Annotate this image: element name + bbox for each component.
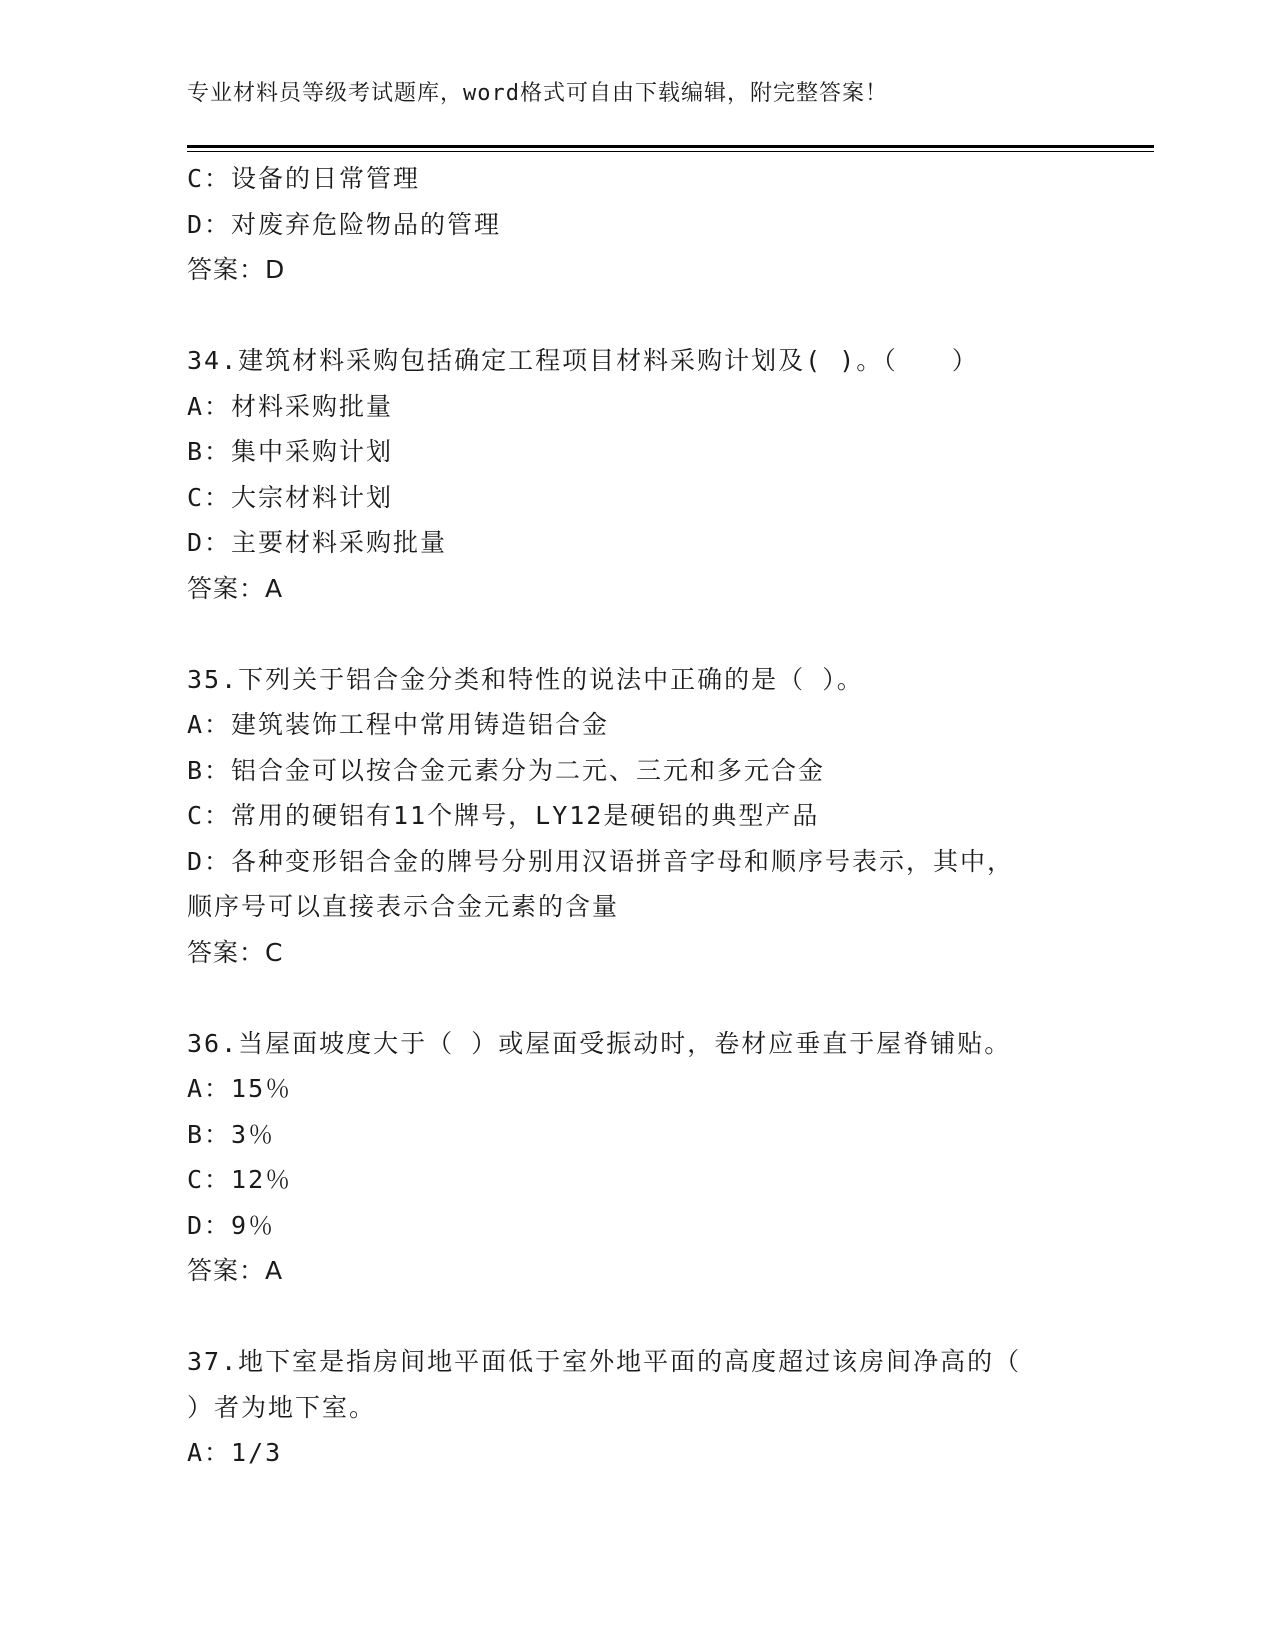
spacer [187,611,1117,657]
question-stem: 36.当屋面坡度大于（ ）或屋面受振动时，卷材应垂直于屋脊铺贴。 [187,1028,1012,1058]
option-line: B：铝合金可以按合金元素分为二元、三元和多元合金 [187,755,826,785]
option-line: D：9％ [187,1210,276,1240]
option-line: C：常用的硬铝有11个牌号，LY12是硬铝的典型产品 [187,801,820,830]
answer-line: 答案：C [187,937,284,967]
option-line: C：设备的日常管理 [187,164,421,193]
question-content [187,156,1117,1476]
option-line: A：15％ [187,1074,293,1103]
option-line: D：主要材料采购批量 [187,528,448,557]
option-line: C：12％ [187,1165,293,1194]
option-line: B：3％ [187,1119,276,1149]
option-line: A：1/3 [187,1438,283,1467]
option-line: D：各种变形铝合金的牌号分别用汉语拼音字母和顺序号表示，其中， [187,846,1015,876]
option-line: A：建筑装饰工程中常用铸造铝合金 [187,710,610,739]
question-stem: 37.地下室是指房间地平面低于室外地平面的高度超过该房间净高的（ [187,1347,1022,1376]
option-line-continuation: 顺序号可以直接表示合金元素的含量 [187,892,620,921]
spacer [187,293,1117,339]
option-line: B：集中采购计划 [187,437,394,466]
question-stem-continuation: ）者为地下室。 [187,1392,377,1422]
option-line: D：对废弃危险物品的管理 [187,209,502,239]
spacer [187,1294,1117,1340]
header-rule-thick [187,145,1154,148]
header-rule-thin [187,151,1154,152]
answer-line: 答案：A [187,573,284,603]
question-stem: 34.建筑材料采购包括确定工程项目材料采购计划及( )。（ ） [187,346,979,375]
answer-line: 答案：D [187,255,286,284]
option-line: A：材料采购批量 [187,391,394,421]
answer-line: 答案：A [187,1256,284,1285]
spacer [187,975,1117,1021]
option-line: C：大宗材料计划 [187,482,394,512]
page-header: 专业材料员等级考试题库，word格式可自由下载编辑，附完整答案！ [187,81,888,106]
question-stem: 35.下列关于铝合金分类和特性的说法中正确的是（ ）。 [187,664,864,694]
